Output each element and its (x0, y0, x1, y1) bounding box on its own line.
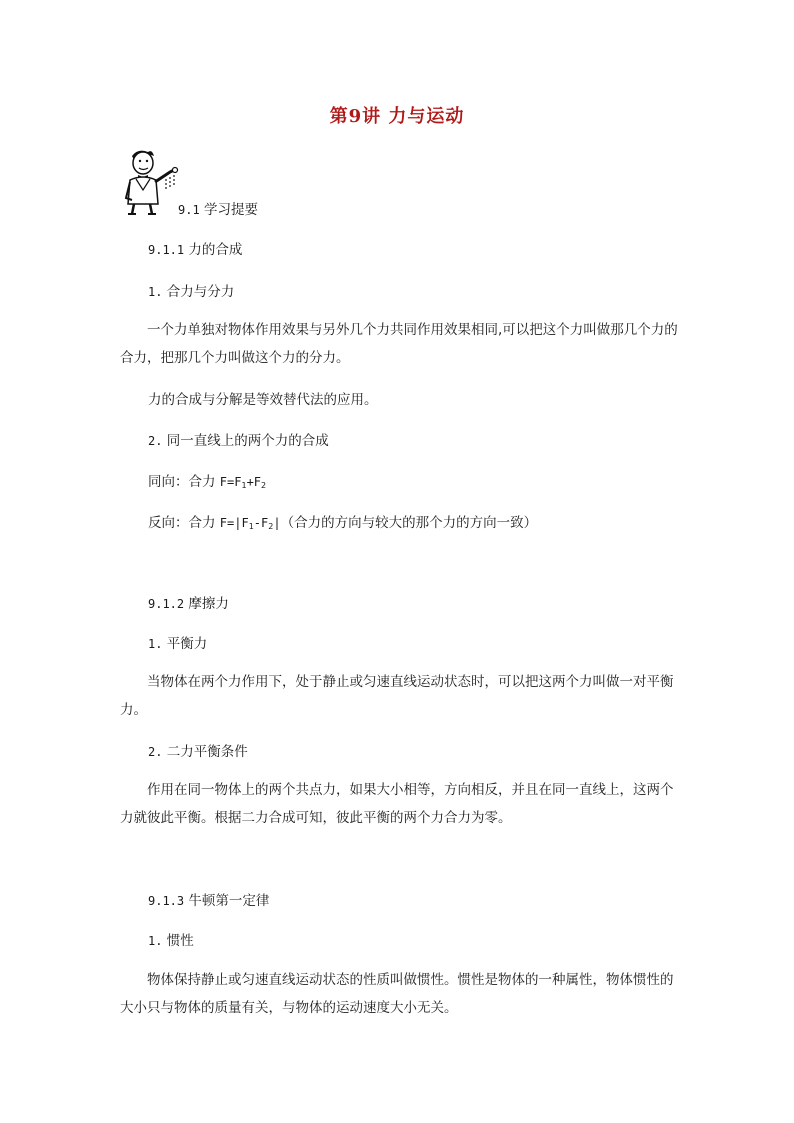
item-heading (148, 931, 194, 951)
subsection-heading-2 (148, 594, 229, 614)
paragraph: 一个力单独对物体作用效果与另外几个力共同作用效果相同,可以把这个力叫做那几个力的合力，把那几个力叫做这个力的分力。 (120, 322, 678, 366)
subsection-number: 9.1.3 (148, 894, 185, 908)
item-label: 惯性 (166, 933, 194, 949)
formula-same-direction: 同向：合力 $F=F_1+F_2$ (148, 474, 267, 490)
subsection-number: 9.1.1 (148, 243, 185, 257)
page-title: 第9讲 力与运动 (329, 106, 465, 127)
paragraph: 力的合成与分解是等效替代法的应用。 (148, 392, 378, 408)
formula-opposite-direction: 反向：合力 $F=|F_1-F_2|$（合力的方向与较大的那个力的方向一致） (148, 515, 538, 531)
item-label: 合力与分力 (166, 284, 235, 300)
item-heading (148, 634, 207, 654)
item-label: 二力平衡条件 (166, 744, 248, 760)
item-number: 2. (148, 434, 163, 448)
paragraph: 作用在同一物体上的两个共点力，如果大小相等，方向相反，并且在同一直线上，这两个力就彼此平衡。根据二力合成可知，彼此平衡的两个力合力为零。 (120, 782, 674, 826)
item-number: 1. (148, 637, 163, 651)
item-number: 1. (148, 934, 163, 948)
section-label: 学习提要 (203, 202, 258, 218)
item-heading (148, 742, 248, 762)
subsection-heading-3 (148, 891, 269, 911)
paragraph: 当物体在两个力作用下，处于静止或匀速直线运动状态时，可以把这两个力叫做一对平衡力。 (120, 674, 674, 718)
paragraph: 物体保持静止或匀速直线运动状态的性质叫做惯性。惯性是物体的一种属性，物体惯性的大小只与物体的质量有关，与物体的运动速度大小无关。 (120, 972, 674, 1016)
item-number: 2. (148, 745, 163, 759)
subsection-number: 9.1.2 (148, 597, 185, 611)
section-heading (178, 200, 258, 220)
subsection-label: 力的合成 (188, 242, 243, 258)
item-label: 平衡力 (166, 636, 208, 652)
section-number: 9.1 (178, 203, 200, 217)
item-heading (148, 282, 234, 302)
item-heading (148, 431, 329, 451)
item-number: 1. (148, 285, 163, 299)
subsection-heading-1 (148, 240, 242, 260)
subsection-label: 牛顿第一定律 (188, 893, 270, 909)
item-label: 同一直线上的两个力的合成 (166, 433, 329, 449)
subsection-label: 摩擦力 (188, 596, 229, 612)
